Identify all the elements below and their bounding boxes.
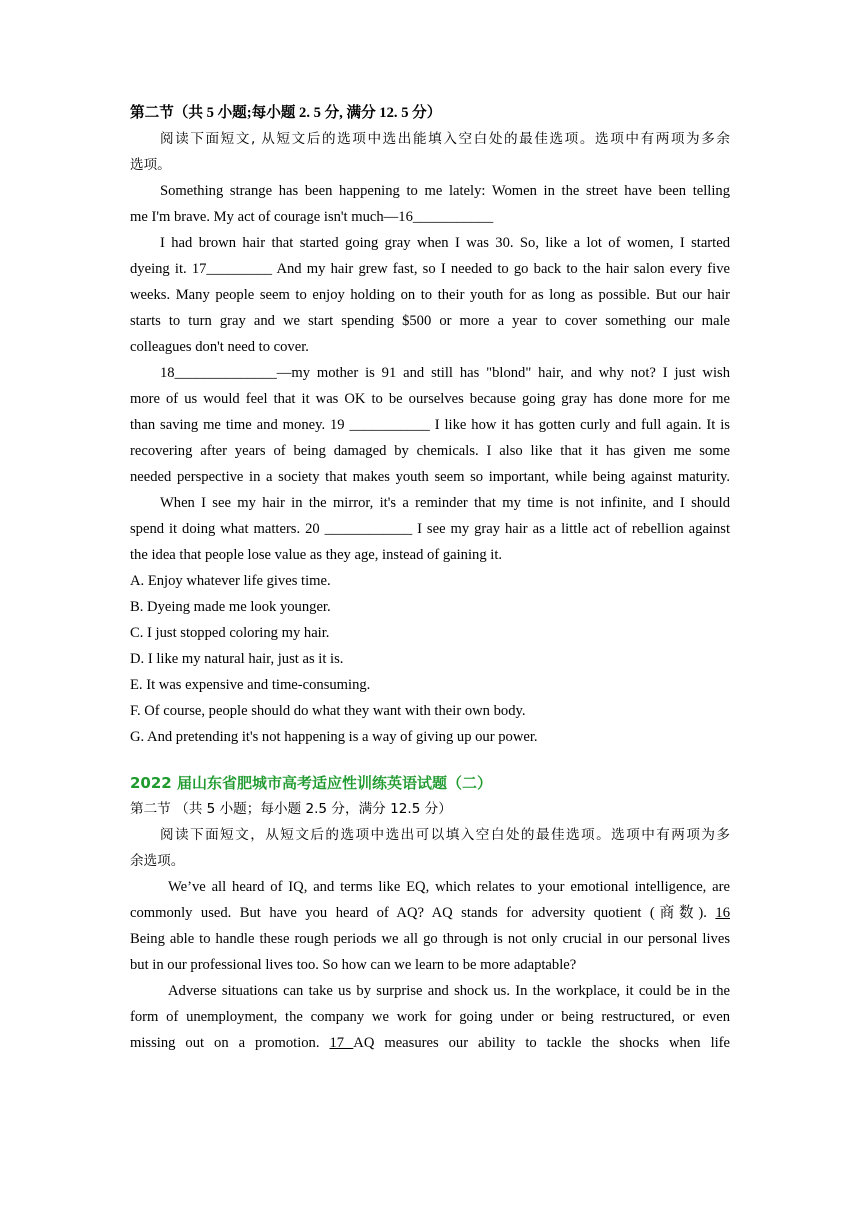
options-list bbox=[130, 568, 730, 750]
option-c: C. I just stopped coloring my hair. bbox=[130, 625, 330, 641]
paragraph-line: colleagues don't need to cover. bbox=[130, 339, 309, 355]
answer-blank-16: 16 bbox=[715, 905, 730, 921]
paragraph-line: Being able to handle these rough periods we all go through is not only crucial in our personal lives bbox=[130, 931, 730, 947]
paragraph-line: dyeing it. 17_________ And my hair grew fast, so I needed to go back to the hair salon every five bbox=[130, 261, 730, 277]
paragraph-line: spend it doing what matters. 20 ____________ I see my gray hair as a little act of rebellion against bbox=[130, 521, 730, 537]
paragraph-line bbox=[130, 1030, 730, 1056]
section-heading: 第二节（共 5 小题;每小题 2. 5 分, 满分 12. 5 分） bbox=[130, 105, 442, 121]
paragraph-line: more of us would feel that it was OK to be ourselves because going gray has done more for me bbox=[130, 391, 730, 407]
instruction-text-cont: 余选项。 bbox=[130, 853, 185, 869]
paragraph-line: When I see my hair in the mirror, it's a reminder that my time is not infinite, and I should bbox=[160, 495, 730, 511]
paragraph-line: We’ve all heard of IQ, and terms like EQ, which relates to your emotional intelligence, are bbox=[168, 879, 730, 895]
paragraph-text: missing out on a promotion. bbox=[130, 1035, 320, 1051]
option-b: B. Dyeing made me look younger. bbox=[130, 599, 331, 615]
paragraph-line: but in our professional lives too. So how can we learn to be more adaptable? bbox=[130, 957, 577, 973]
paragraph-line: than saving me time and money. 19 ___________ I like how it has gotten curly and full again. It is bbox=[130, 417, 730, 433]
document-page bbox=[130, 100, 730, 1056]
instruction-text: 阅读下面短文，从短文后的选项中选出可以填入空白处的最佳选项。选项中有两项为多 bbox=[160, 827, 730, 843]
paragraph-text: commonly used. But have you heard of AQ? AQ stands for adversity quotient (商数). bbox=[130, 905, 707, 921]
exam-title: 2022 届山东省肥城市高考适应性训练英语试题（二） bbox=[130, 774, 492, 792]
paragraph-line: the idea that people lose value as they age, instead of gaining it. bbox=[130, 547, 503, 563]
paragraph-line: form of unemployment, the company we work for going under or being restructured, or even bbox=[130, 1009, 730, 1025]
paragraph-line: starts to turn gray and we start spending $500 or more a year to cover something our male bbox=[130, 313, 730, 329]
instruction-text-cont: 选项。 bbox=[130, 157, 171, 173]
option-g: G. And pretending it's not happening is a way of giving up our power. bbox=[130, 729, 538, 745]
option-e: E. It was expensive and time-consuming. bbox=[130, 677, 371, 693]
section-heading: 第二节 （共 5 小题；每小题 2.5 分，满分 12.5 分） bbox=[130, 801, 452, 817]
paragraph-line: weeks. Many people seem to enjoy holding on to their youth for as long as possible. But our hair bbox=[130, 287, 730, 303]
paragraph-line: Adverse situations can take us by surprise and shock us. In the workplace, it could be in the bbox=[168, 983, 730, 999]
answer-blank-17: 17 bbox=[329, 1035, 354, 1051]
paragraph-line: 18______________—my mother is 91 and still has "blond" hair, and why not? I just wish bbox=[160, 365, 730, 381]
option-f: F. Of course, people should do what they want with their own body. bbox=[130, 703, 526, 719]
paragraph-line bbox=[130, 900, 730, 926]
paragraph-line: recovering after years of being damaged by chemicals. I also like that it has given me some bbox=[130, 443, 730, 459]
instruction-text: 阅读下面短文, 从短文后的选项中选出能填入空白处的最佳选项。选项中有两项为多余 bbox=[160, 131, 730, 147]
paragraph-line: I had brown hair that started going gray when I was 30. So, like a lot of women, I started bbox=[160, 235, 730, 251]
paragraph-text: AQ measures our ability to tackle the shocks when life bbox=[353, 1035, 731, 1051]
paragraph-line: Something strange has been happening to me lately: Women in the street have been telling bbox=[160, 183, 730, 199]
paragraph-line: me I'm brave. My act of courage isn't much—16___________ bbox=[130, 209, 494, 225]
paragraph-line: needed perspective in a society that makes youth seem so important, while being against maturity. bbox=[130, 469, 730, 485]
option-a: A. Enjoy whatever life gives time. bbox=[130, 573, 331, 589]
option-d: D. I like my natural hair, just as it is. bbox=[130, 651, 344, 667]
